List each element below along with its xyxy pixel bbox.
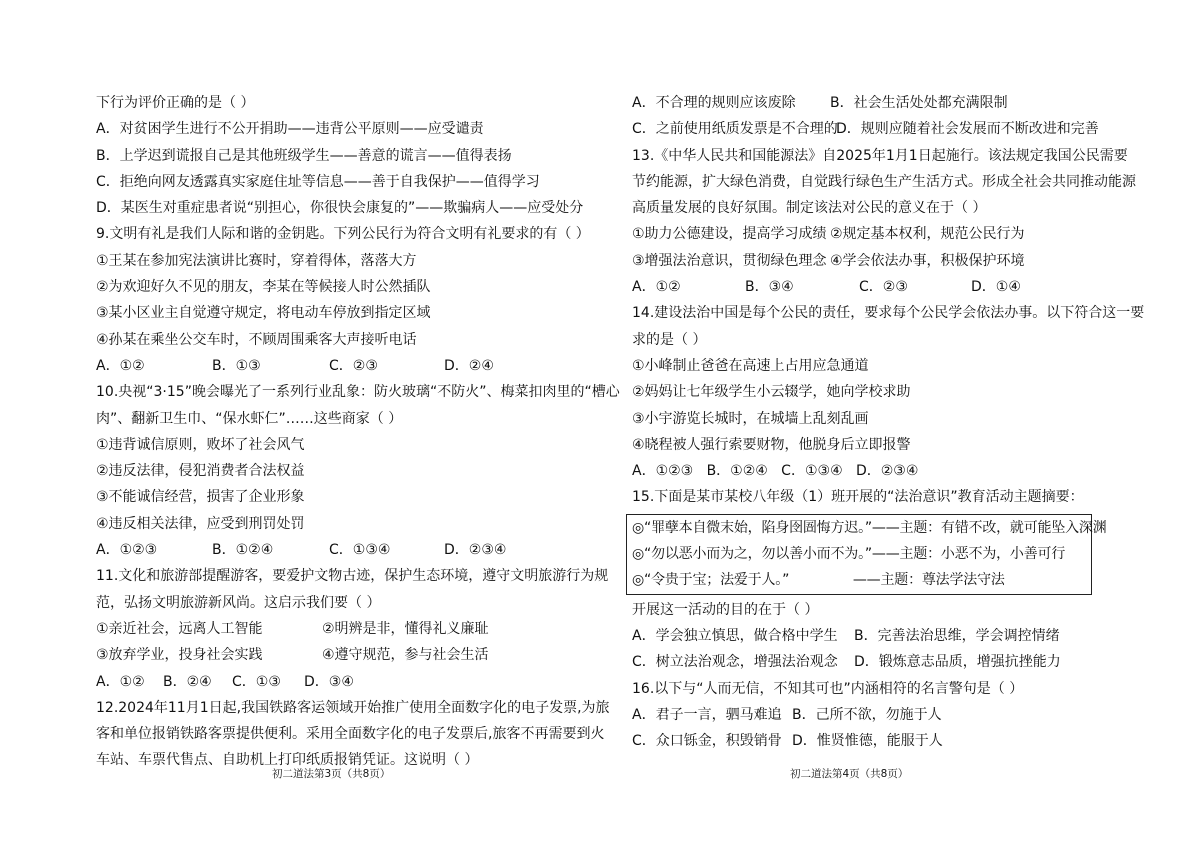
q14-statement-2: ②妈妈让七年级学生小云辍学，她向学校求助 — [632, 384, 911, 401]
q14-stem-line-2: 求的是（ ） — [632, 331, 707, 348]
q13-statement-1: ①助力公德建设，提高学习成绩 — [632, 226, 827, 243]
q10-stem-line-1: 10.央视“3·15”晚会曝光了一系列行业乱象：防火玻璃“不防火”、梅菜扣肉里的“槽心 — [96, 384, 620, 401]
q8-option-b: B．上学迟到谎报自己是其他班级学生——善意的谎言——值得表扬 — [96, 147, 512, 164]
q9-option-d: D．②④ — [444, 357, 494, 374]
q12-option-a: A．不合理的规则应该废除 — [632, 95, 796, 111]
q13-statement-3: ③增强法治意识，贯彻绿色理念 — [632, 252, 827, 269]
q10-option-c: C．①③④ — [329, 542, 391, 559]
q13-option-b: B．③④ — [745, 279, 794, 296]
q15-quote-3: ◎“令贵于宝；法爱于人。” ——主题：尊法学法守法 — [632, 572, 1005, 589]
q11-statement-4: ④遵守规范，参与社会生活 — [322, 647, 489, 664]
q16-option-d: D．惟贤惟德，能服于人 — [792, 733, 943, 750]
q16-option-c: C．众口铄金，积毁销骨 — [632, 733, 782, 750]
q8-option-a: A．对贫困学生进行不公开捐助——违背公平原则——应受谴责 — [96, 121, 484, 138]
q16-options-row-2 — [632, 728, 1102, 754]
q10-option-a: A．①②③ — [96, 542, 158, 559]
q12-stem-line-3: 车站、车票代售点、自助机上打印纸质报销凭证。这说明（ ） — [96, 752, 479, 769]
q14-options: A．①②③ B．①②④ C．①③④ D．②③④ — [632, 463, 919, 480]
q10-options — [96, 537, 576, 563]
q10-option-b: B．①②④ — [212, 542, 274, 559]
q11-statement-1: ①亲近社会，远离人工智能 — [96, 620, 263, 637]
q13-stem-line-3: 高质量发展的良好氛围。制定该法对公民的意义在于（ ） — [632, 200, 987, 217]
q9-option-b: B．①③ — [212, 357, 261, 374]
q11-statement-2: ②明辨是非，懂得礼义廉耻 — [322, 620, 489, 637]
q11-options — [96, 669, 576, 695]
q15-stem: 15.下面是某市某校八年级（1）班开展的“法治意识”教育活动主题摘要： — [632, 489, 1084, 506]
q12-stem-line-2: 客和单位报销铁路客票提供便利。采用全面数字化的电子发票后,旅客不再需要到火 — [96, 726, 605, 743]
q8-option-c: C．拒绝向网友透露真实家庭住址等信息——善于自我保护——值得学习 — [96, 173, 540, 190]
q11-statements-row-1 — [96, 616, 576, 642]
q9-option-c: C．②③ — [329, 357, 378, 374]
q11-statement-3: ③放弃学业，投身社会实践 — [96, 647, 263, 664]
q10-statement-4: ④违反相关法律，应受到刑罚处罚 — [96, 515, 305, 532]
q15-option-b: B．完善法治思维，学会调控情绪 — [854, 627, 1060, 644]
q11-statements-row-2 — [96, 642, 576, 668]
q15-quote-1: ◎“罪孽本自微末始，陷身囹圄悔方迟。”——主题：有错不改，就可能坠入深渊 — [632, 519, 1107, 536]
q13-stem-line-1: 13.《中华人民共和国能源法》自2025年1月1日起施行。该法规定我国公民需要 — [632, 147, 1128, 164]
q11-stem-line-1: 11.文化和旅游部提醒游客，要爱护文物古迹，保护生态环境，遵守文明旅游行为规 — [96, 568, 609, 585]
q14-statement-1: ①小峰制止爸爸在高速上占用应急通道 — [632, 357, 869, 374]
q8-option-d: D．某医生对重症患者说“别担心，你很快会康复的”——欺骗病人——应受处分 — [96, 200, 584, 217]
right-page — [632, 90, 1145, 754]
q15-option-c: C．树立法治观念，增强法治观念 — [632, 654, 838, 671]
q13-statement-4: ④学会依法办事，积极保护环境 — [830, 252, 1025, 269]
q15-quote-2: ◎“勿以恶小而为之，勿以善小而不为。”——主题：小恶不为，小善可行 — [632, 546, 1066, 563]
q15-option-d: D．锻炼意志品质，增强抗挫能力 — [854, 654, 1061, 671]
q13-stem-line-2: 节约能源，扩大绿色消费，自觉践行绿色生产生活方式。形成全社会共同推动能源 — [632, 173, 1136, 190]
q10-statement-3: ③不能诚信经营，损害了企业形象 — [96, 489, 305, 506]
q9-statement-3: ③某小区业主自觉遵守规定，将电动车停放到指定区域 — [96, 305, 431, 322]
right-page-footer: 初二道法第4页（共8页） — [790, 768, 909, 780]
q10-option-d: D．②③④ — [444, 542, 507, 559]
q9-statement-1: ①王某在参加宪法演讲比赛时，穿着得体，落落大方 — [96, 252, 417, 269]
q13-option-c: C．②③ — [859, 279, 908, 296]
q12-option-c: C．之前使用纸质发票是不合理的 — [632, 121, 838, 138]
q16-option-b: B．己所不欲，勿施于人 — [792, 706, 942, 723]
q10-stem-line-2: 肉”、翻新卫生巾、“保水虾仁”……这些商家（ ） — [96, 410, 403, 427]
q14-statement-3: ③小宇游览长城时，在城墙上乱刻乱画 — [632, 410, 869, 427]
q9-option-a: A．①② — [96, 357, 145, 374]
q15-question: 开展这一活动的目的在于（ ） — [632, 601, 819, 618]
q13-statement-2: ②规定基本权利，规范公民行为 — [830, 226, 1025, 243]
q9-statement-4: ④孙某在乘坐公交车时，不顾周围乘客大声接听电话 — [96, 331, 417, 348]
q16-options-row-1 — [632, 702, 1102, 728]
q14-stem-line-1: 14.建设法治中国是每个公民的责任，要求每个公民学会依法办事。以下符合这一要 — [632, 305, 1145, 322]
q9-options — [96, 353, 576, 379]
q12-option-b: B．社会生活处处都充满限制 — [830, 95, 1008, 111]
q16-stem: 16.以下与“人而无信，不知其可也”内涵相符的名言警句是（ ） — [632, 680, 1024, 697]
q9-statement-2: ②为欢迎好久不见的朋友，李某在等候接人时公然插队 — [96, 279, 431, 296]
q11-option-d: D．③④ — [304, 673, 354, 690]
q11-option-b: B．②④ — [163, 673, 212, 690]
q13-options — [632, 274, 1102, 300]
q12-options-row-2 — [632, 116, 1102, 142]
q10-statement-1: ①违背诚信原则，败坏了社会风气 — [96, 436, 305, 453]
q15-option-a: A．学会独立慎思，做合格中学生 — [632, 627, 838, 644]
q13-statements-row-2 — [632, 248, 1102, 274]
q12-stem-line-1: 12.2024年11月1日起,我国铁路客运领域开始推广使用全面数字化的电子发票,为旅 — [96, 699, 610, 716]
q15-quote-box — [626, 514, 1107, 595]
q10-statement-2: ②违反法律，侵犯消费者合法权益 — [96, 463, 305, 480]
q9-stem: 9.文明有礼是我们人际和谐的金钥匙。下列公民行为符合文明有礼要求的有（ ） — [96, 226, 590, 243]
q8-stem: 下行为评价正确的是（ ） — [96, 95, 255, 111]
left-page-footer: 初二道法第3页（共8页） — [272, 768, 391, 780]
q13-option-a: A．①② — [632, 279, 681, 296]
q13-option-d: D．①④ — [971, 279, 1021, 296]
q11-stem-line-2: 范，弘扬文明旅游新风尚。这启示我们要（ ） — [96, 594, 381, 611]
q14-statement-4: ④晓程被人强行索要财物，他脱身后立即报警 — [632, 436, 911, 453]
q12-option-d: D．规则应随着社会发展而不断改进和完善 — [836, 121, 1099, 138]
left-page — [96, 90, 620, 774]
q15-options-row-2 — [632, 649, 1102, 675]
q12-options-row-1 — [632, 90, 1102, 116]
q11-option-a: A．①② — [96, 673, 145, 690]
q15-options-row-1 — [632, 623, 1102, 649]
q13-statements-row-1 — [632, 221, 1102, 247]
q16-option-a: A．君子一言，驷马难追 — [632, 706, 782, 723]
q11-option-c: C．①③ — [232, 673, 281, 690]
